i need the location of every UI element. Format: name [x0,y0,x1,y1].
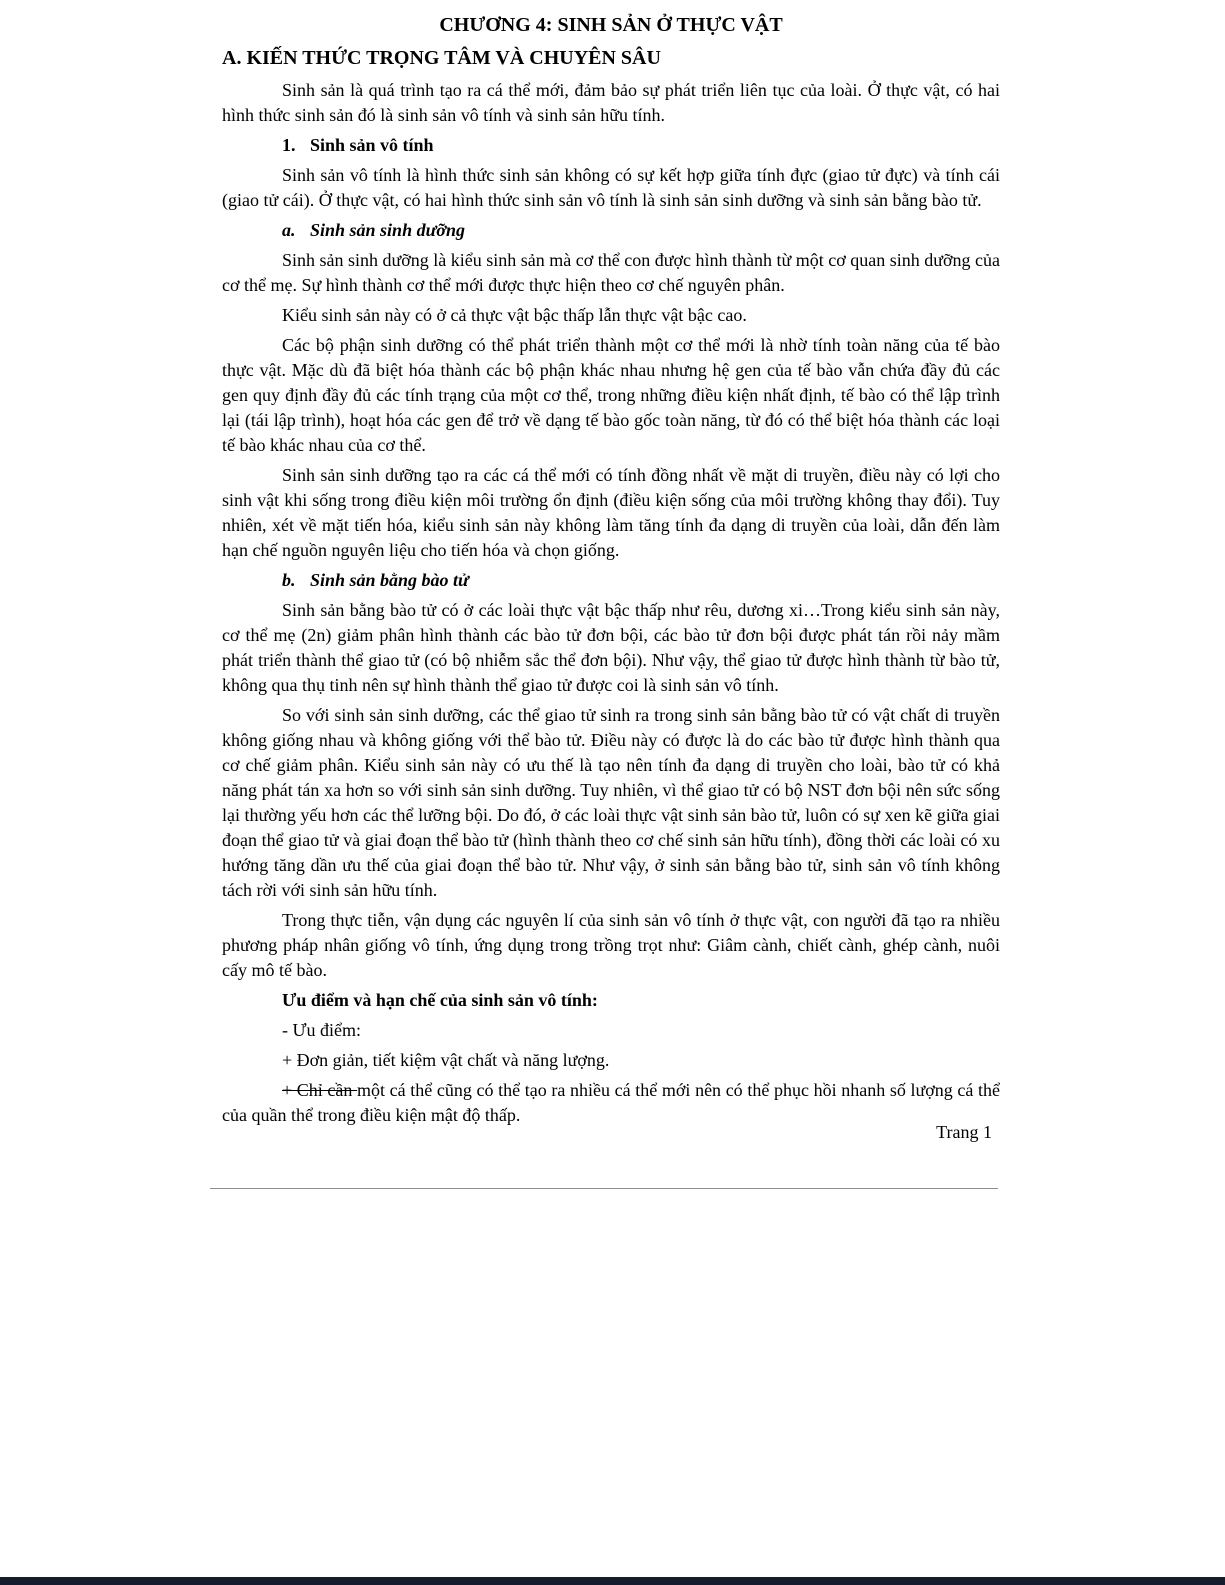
paragraph [222,1078,1000,1128]
list-line: - Ưu điểm: [282,1020,361,1040]
lettered-heading [282,218,1000,243]
heading-number: a. [282,220,296,240]
strikethrough-text: + Chỉ cần [282,1080,358,1100]
paragraph: Sinh sản sinh dưỡng tạo ra các cá thể mới có tính đồng nhất về mặt di truyền, điều này có lợi cho sinh vật khi sống trong điều kiện môi trường ổn định (điều kiện sống của môi trường không thay đổi). Tuy nhiên, xét về mặt tiến hóa, kiểu sinh sản này không làm tăng tính đa dạng di truyền của loài, dẫn đến làm hạn chế nguồn nguyên liệu cho tiến hóa và chọn giống. [222,465,1000,560]
paragraph: Sinh sản bằng bào tử có ở các loài thực vật bậc thấp như rêu, dương xi…Trong kiểu sinh sản này, cơ thể mẹ (2n) giảm phân hình thành các bào tử đơn bội, các bào tử đơn bội được phát tán rồi nảy mầm phát triển thành thể giao tử (có bộ nhiễm sắc thể đơn bội). Như vậy, thể giao tử được hình thành từ bào tử, không qua thụ tinh nên sự hình thành thể giao tử được coi là sinh sản vô tính. [222,600,1000,695]
paragraph-text: một cá thể cũng có thể tạo ra nhiều cá thể mới nên có thể phục hồi nhanh số lượng cá thể của quần thể trong điều kiện mật độ thấp. [222,1080,1000,1125]
page-number-footer: Trang 1 [936,1122,992,1142]
paragraph: Sinh sản vô tính là hình thức sinh sản không có sự kết hợp giữa tính đực (giao tử đực) và tính cái (giao tử cái). Ở thực vật, có hai hình thức sinh sản vô tính là sinh sản sinh dưỡng và sinh sản bằng bào tử. [222,165,1000,210]
paragraph: Sinh sản là quá trình tạo ra cá thể mới, đảm bảo sự phát triển liên tục của loài. Ở thực vật, có hai hình thức sinh sản đó là sinh sản vô tính và sinh sản hữu tính. [222,80,1000,125]
heading-text: Sinh sản vô tính [310,135,434,155]
paragraph: Kiểu sinh sản này có ở cả thực vật bậc thấp lẫn thực vật bậc cao. [282,305,747,325]
heading-text: Sinh sản sinh dưỡng [310,220,466,240]
document-text-blocks [222,78,1000,1128]
list-line: + Đơn giản, tiết kiệm vật chất và năng lượng. [282,1050,610,1070]
paragraph: Trong thực tiễn, vận dụng các nguyên lí của sinh sản vô tính ở thực vật, con người đã tạo ra nhiều phương pháp nhân giống vô tính, ứng dụng trong trồng trọt như: Giâm cành, chiết cành, ghép cành, nuôi cấy mô tế bào. [222,910,1000,980]
footer-divider-line [210,1188,998,1189]
document-body-column [222,12,1000,1133]
paragraph: Sinh sản sinh dưỡng là kiểu sinh sản mà cơ thể con được hình thành từ một cơ quan sinh dưỡng của cơ thể mẹ. Sự hình thành cơ thể mới được thực hiện theo cơ chế nguyên phân. [222,250,1001,295]
heading-number: 1. [282,135,296,155]
paragraph: Các bộ phận sinh dưỡng có thể phát triển thành một cơ thể mới là nhờ tính toàn năng của tế bào thực vật. Mặc dù đã biệt hóa thành các bộ phận khác nhau nhưng hệ gen của tế bào vẫn chứa đầy đủ các gen quy định đầy đủ các tính trạng của một cơ thể, trong những điều kiện nhất định, tế bào có thể lập trình lại (tái lập trình), hoạt hóa các gen để trở về dạng tế bào gốc toàn năng, từ đó có thể biệt hóa thành các loại tế bào khác nhau của cơ thể. [222,335,1000,455]
heading-text: Sinh sản bằng bào tử [310,570,469,590]
lettered-heading [282,568,1000,593]
bold-heading: Ưu điểm và hạn chế của sinh sản vô tính: [282,990,598,1010]
heading-number: b. [282,570,296,590]
paragraph: So với sinh sản sinh dưỡng, các thể giao tử sinh ra trong sinh sản bằng bào tử có vật chất di truyền không giống nhau và không giống với thể bào tử. Điều này có được là do các bào tử được hình thành qua cơ chế giảm phân. Kiểu sinh sản này có ưu thế là tạo nên tính đa dạng di truyền cho loài, bào tử có khả năng phát tán xa hơn so với sinh sản sinh dưỡng. Tuy nhiên, vì thể giao tử có bộ NST đơn bội nên sức sống lại thường yếu hơn các thể lưỡng bội. Do đó, ở các loài thực vật sinh sản bào tử, luôn có sự xen kẽ giữa giai đoạn thể giao tử và giai đoạn thể bào tử (hình thành theo cơ chế sinh sản hữu tính), đồng thời các loài có xu hướng tăng dần ưu thế của giai đoạn thể bào tử. Như vậy, ở sinh sản bằng bào tử, sinh sản vô tính không tách rời với sinh sản hữu tính. [222,705,1000,900]
bottom-window-bar [0,1577,1225,1585]
section-heading: A. KIẾN THỨC TRỌNG TÂM VÀ CHUYÊN SÂU [222,47,661,69]
numbered-heading [282,133,1000,158]
chapter-title: CHƯƠNG 4: SINH SẢN Ở THỰC VẬT [439,14,783,36]
